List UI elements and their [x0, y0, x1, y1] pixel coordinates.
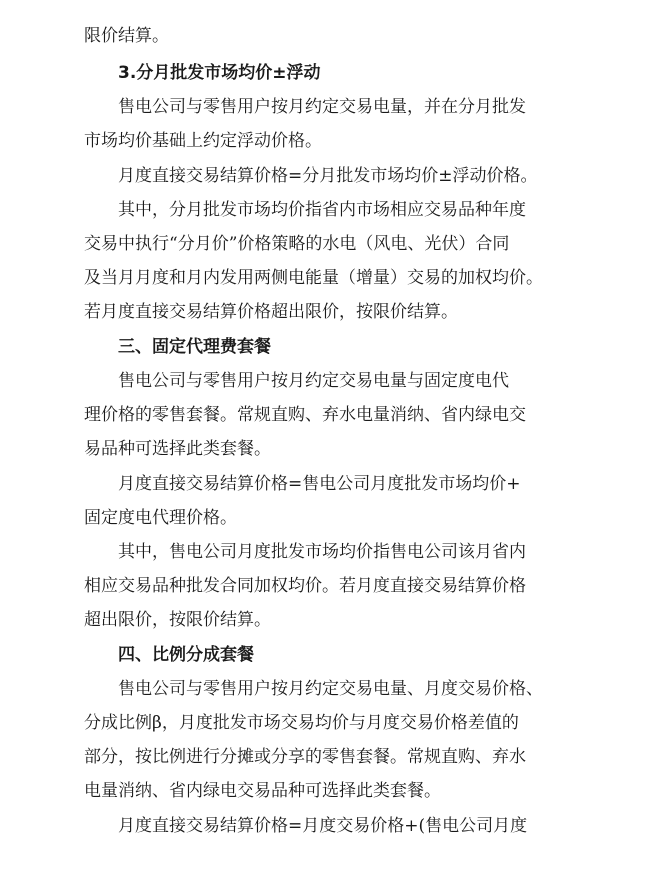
section-heading: 三、固定代理费套餐 [118, 337, 271, 357]
paragraph-line: 其中，分月批发市场均价指省内市场相应交易品种年度 [118, 200, 526, 220]
paragraph-line: 电量消纳、省内绿电交易品种可选择此类套餐。 [84, 781, 441, 801]
section-heading: 四、比例分成套餐 [118, 645, 254, 665]
paragraph-line: 售电公司与零售用户按月约定交易电量，并在分月批发 [118, 97, 526, 117]
paragraph-line: 月度直接交易结算价格=分月批发市场均价±浮动价格。 [118, 166, 538, 186]
paragraph-line: 及当月月度和月内发用两侧电能量（增量）交易的加权均价。 [84, 268, 543, 288]
paragraph-line: 相应交易品种批发合同加权均价。若月度直接交易结算价格 [84, 576, 526, 596]
paragraph-line: 市场均价基础上约定浮动价格。 [84, 131, 322, 151]
paragraph-line: 理价格的零售套餐。常规直购、弃水电量消纳、省内绿电交 [84, 405, 526, 425]
section-heading: 3.分月批发市场均价±浮动 [118, 63, 321, 83]
paragraph-line: 超出限价，按限价结算。 [84, 610, 271, 630]
paragraph-line: 月度直接交易结算价格=月度交易价格+(售电公司月度 [118, 816, 528, 836]
paragraph-line: 易品种可选择此类套餐。 [84, 439, 271, 459]
paragraph-line: 若月度直接交易结算价格超出限价，按限价结算。 [84, 302, 458, 322]
paragraph-line: 其中，售电公司月度批发市场均价指售电公司该月省内 [118, 542, 526, 562]
paragraph-line: 交易中执行“分月价”价格策略的水电（风电、光伏）合同 [84, 234, 510, 254]
paragraph-line: 售电公司与零售用户按月约定交易电量、月度交易价格、 [118, 679, 543, 699]
paragraph-line: 固定度电代理价格。 [84, 508, 237, 528]
paragraph-line: 分成比例β，月度批发市场交易均价与月度交易价格差值的 [84, 713, 519, 733]
paragraph-line: 售电公司与零售用户按月约定交易电量与固定度电代 [118, 371, 509, 391]
paragraph-line: 月度直接交易结算价格=售电公司月度批发市场均价+ [118, 474, 521, 494]
paragraph-line: 限价结算。 [84, 26, 169, 46]
paragraph-line: 部分，按比例进行分摊或分享的零售套餐。常规直购、弃水 [84, 747, 526, 767]
